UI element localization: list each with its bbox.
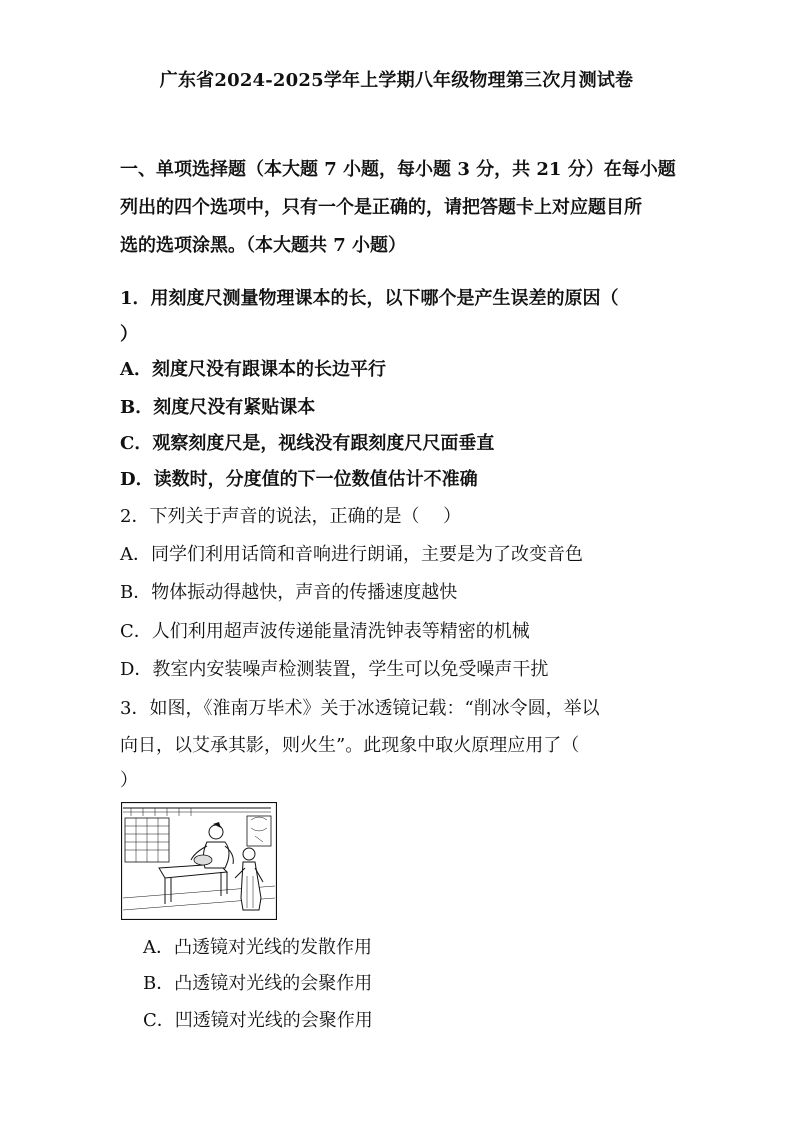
section-heading-line-2: 列出的四个选项中，只有一个是正确的，请把答题卡上对应题目所: [120, 197, 642, 218]
question-3-option-a: A．凸透镜对光线的发散作用: [143, 937, 372, 958]
question-2-option-a: A．同学们利用话筒和音响进行朗诵，主要是为了改变音色: [120, 544, 583, 565]
question-3-stem-line-1: 3．如图，《淮南万毕术》关于冰透镜记载：“削冰令圆，举以: [120, 698, 600, 719]
question-3-option-c: C．凹透镜对光线的会聚作用: [143, 1010, 373, 1031]
section-heading-line-1: 一、单项选择题（本大题 7 小题，每小题 3 分，共 21 分）在每小题: [120, 159, 676, 180]
question-3-stem-line-3: ）: [120, 770, 138, 791]
question-1-option-c: C．观察刻度尺是，视线没有跟刻度尺尺面垂直: [120, 433, 495, 454]
question-3-option-b: B．凸透镜对光线的会聚作用: [143, 973, 373, 994]
question-1-option-a: A．刻度尺没有跟课本的长边平行: [120, 359, 386, 380]
section-heading-line-3: 选的选项涂黑。（本大题共 7 小题）: [120, 235, 407, 256]
question-1-stem-line-1: 1．用刻度尺测量物理课本的长，以下哪个是产生误差的原因（: [120, 288, 619, 309]
ice-lens-illustration: [121, 802, 277, 920]
question-3-stem-line-2: 向日，以艾承其影，则火生”。此现象中取火原理应用了（: [120, 735, 580, 756]
question-1-option-d: D．读数时，分度值的下一位数值估计不准确: [120, 469, 478, 490]
question-2-option-c: C．人们利用超声波传递能量清洗钟表等精密的机械: [120, 621, 530, 642]
question-2-option-d: D．教室内安装噪声检测装置，学生可以免受噪声干扰: [120, 659, 549, 680]
question-2-stem: 2．下列关于声音的说法，正确的是（ ）: [120, 506, 462, 527]
page-title: 广东省2024-2025学年上学期八年级物理第三次月测试卷: [159, 70, 634, 91]
question-1-option-b: B．刻度尺没有紧贴课本: [120, 397, 316, 418]
question-1-stem-line-2: ）: [120, 324, 138, 345]
question-2-option-b: B．物体振动得越快，声音的传播速度越快: [120, 582, 458, 603]
